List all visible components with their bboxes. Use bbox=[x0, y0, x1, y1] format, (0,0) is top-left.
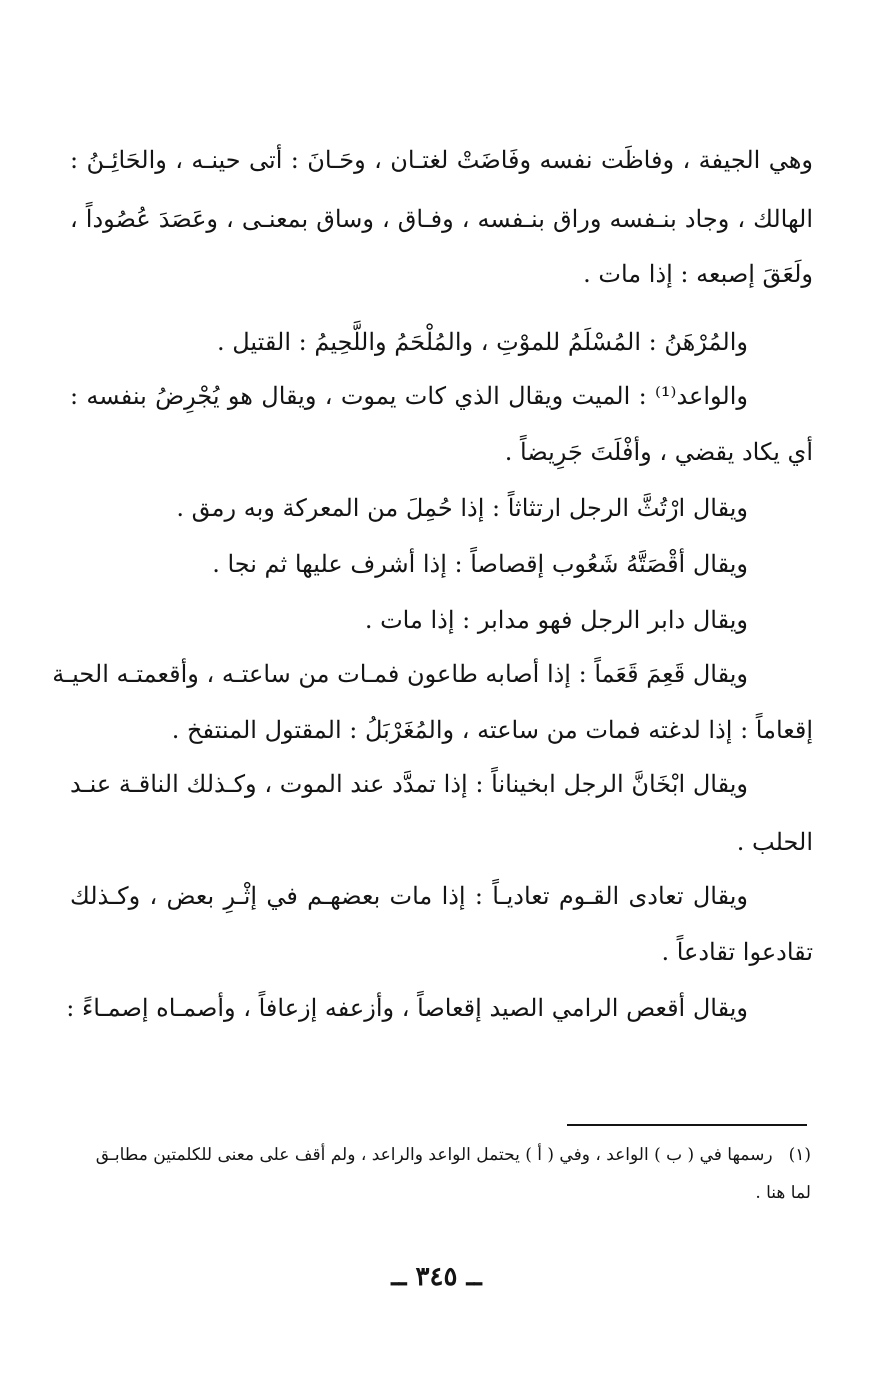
body-line-6: أي يكاد يقضي ، وأفْلَتَ جَرِيضاً . bbox=[504, 438, 813, 466]
body-line-1: وهي الجيفة ، وفاظَت نفسه وفَاضَتْ لغتـان ، وحَـانَ : أتى حينـه ، والحَائِـنُ : bbox=[70, 146, 813, 174]
footnote-divider bbox=[567, 1124, 807, 1126]
body-line-7: ويقال ارْتُثَّ الرجل ارتثاثاً : إذا حُمِلَ من المعركة وبه رمق . bbox=[176, 494, 748, 522]
body-line-8: ويقال أقْصَتَّهُ شَعُوب إقصاصاً : إذا أشرف عليها ثم نجا . bbox=[212, 550, 748, 578]
body-line-3: ولَعَقَ إصبعه : إذا مات . bbox=[583, 260, 813, 288]
body-line-16: ويقال أقعص الرامي الصيد إقعاصاً ، وأزعفه إزعافاً ، وأصمـاه إصمـاءً : bbox=[66, 994, 748, 1022]
body-line-14: ويقال تعادى القـوم تعاديـاً : إذا مات بعضهـم في إثْـرِ بعض ، وكـذلك bbox=[70, 882, 748, 910]
page-number: ــ ٣٤٥ ــ bbox=[391, 1262, 482, 1292]
body-line-5: والواعد⁽¹⁾ : الميت ويقال الذي كات يموت ، ويقال هو يُجْرِضُ بنفسه : bbox=[70, 382, 748, 410]
footnote-text: رسمها في ( ب ) الواعد ، وفي ( أ ) يحتمل الواعد والراعد ، ولم أقف على معنى للكلمتين مطابـق bbox=[95, 1145, 773, 1165]
footnote-line-2: لما هنا . bbox=[755, 1183, 811, 1203]
body-line-2: الهالك ، وجاد بنـفسه وراق بنـفسه ، وفـاق ، وساق بمعنـى ، وعَصَدَ عُصُوداً ، bbox=[70, 205, 813, 233]
body-line-11: إقعاماً : إذا لدغته فمات من ساعته ، والمُغَرْبَلُ : المقتول المنتفخ . bbox=[171, 716, 813, 744]
body-line-4: والمُرْهَنُ : المُسْلَمُ للموْتِ ، والمُلْحَمُ واللَّحِيمُ : القتيل . bbox=[217, 328, 748, 356]
footnote-line-1 bbox=[66, 1140, 811, 1170]
body-line-9: ويقال دابر الرجل فهو مدابر : إذا مات . bbox=[364, 606, 748, 634]
footnote-marker: (١) bbox=[788, 1145, 811, 1165]
body-line-15: تقادعوا تقادعاً . bbox=[661, 938, 813, 966]
body-line-13: الحلب . bbox=[736, 828, 813, 856]
body-line-10: ويقال قَعِمَ قَعَماً : إذا أصابه طاعون فمـات من ساعتـه ، وأقعمتـه الحيـة bbox=[52, 660, 748, 688]
body-line-12: ويقال ابْخَانَّ الرجل ابخيناناً : إذا تمدَّد عند الموت ، وكـذلك الناقـة عنـد bbox=[70, 770, 748, 798]
